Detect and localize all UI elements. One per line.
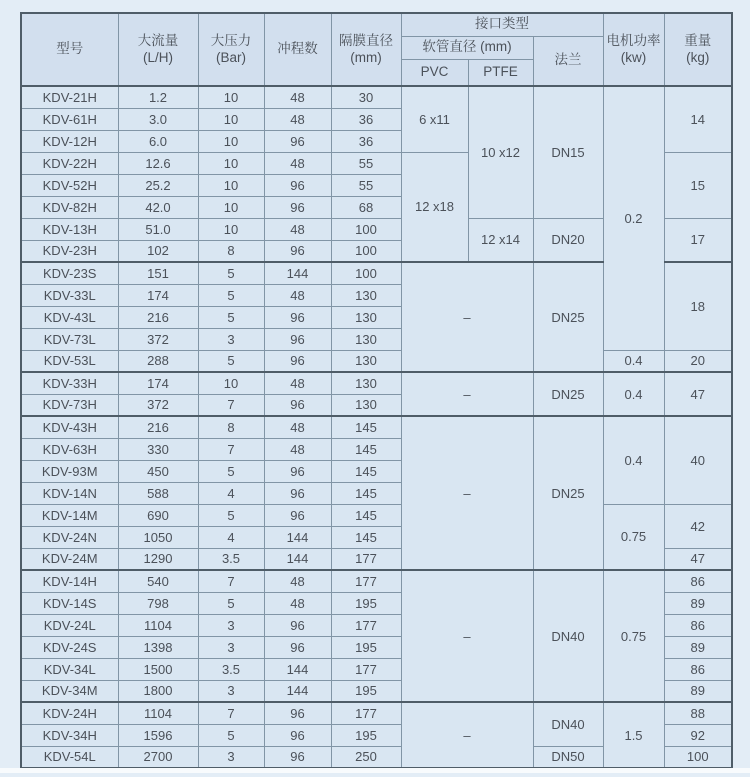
weight-cell: 18 <box>664 262 732 350</box>
col-header-pvc: PVC <box>401 59 468 86</box>
col-header-interface-type: 接口类型 <box>401 13 603 36</box>
table-row <box>21 702 732 724</box>
header-line: 隔膜直径 <box>339 32 393 48</box>
model-cell: KDV-33L <box>21 284 118 306</box>
header-line: (mm) <box>350 49 382 65</box>
flow-cell: 1398 <box>118 636 198 658</box>
diaphragm-cell: 145 <box>331 482 401 504</box>
pressure-cell: 5 <box>198 350 264 372</box>
model-cell: KDV-14S <box>21 592 118 614</box>
diaphragm-cell: 130 <box>331 306 401 328</box>
model-cell: KDV-21H <box>21 86 118 108</box>
col-header-ptfe: PTFE <box>468 59 533 86</box>
strokes-cell: 48 <box>264 108 331 130</box>
flow-cell: 450 <box>118 460 198 482</box>
weight-cell: 88 <box>664 702 732 724</box>
header-line: 重量 <box>684 32 712 48</box>
header-line: 大压力 <box>210 32 252 48</box>
table-row <box>21 350 732 372</box>
weight-cell: 92 <box>664 724 732 746</box>
pressure-cell: 3 <box>198 636 264 658</box>
strokes-cell: 48 <box>264 438 331 460</box>
model-cell: KDV-24N <box>21 526 118 548</box>
power-cell: 0.75 <box>603 570 664 702</box>
flow-cell: 372 <box>118 328 198 350</box>
strokes-cell: 96 <box>264 504 331 526</box>
col-header-motor-power <box>603 13 664 86</box>
flow-cell: 3.0 <box>118 108 198 130</box>
table-row <box>21 372 732 394</box>
strokes-cell: 144 <box>264 526 331 548</box>
strokes-cell: 48 <box>264 284 331 306</box>
flow-cell: 1.2 <box>118 86 198 108</box>
model-cell: KDV-24S <box>21 636 118 658</box>
pressure-cell: 5 <box>198 262 264 284</box>
strokes-cell: 144 <box>264 658 331 680</box>
ptfe-cell: 12 x14 <box>468 218 533 262</box>
diaphragm-cell: 30 <box>331 86 401 108</box>
flow-cell: 588 <box>118 482 198 504</box>
strokes-cell: 48 <box>264 372 331 394</box>
power-cell: 0.4 <box>603 372 664 416</box>
model-cell: KDV-34L <box>21 658 118 680</box>
pressure-cell: 7 <box>198 438 264 460</box>
diaphragm-cell: 177 <box>331 702 401 724</box>
flange-cell: DN20 <box>533 218 603 262</box>
col-header-diaphragm <box>331 13 401 86</box>
pressure-cell: 10 <box>198 86 264 108</box>
flow-cell: 174 <box>118 372 198 394</box>
col-header-weight <box>664 13 732 86</box>
strokes-cell: 96 <box>264 636 331 658</box>
flow-cell: 1596 <box>118 724 198 746</box>
weight-cell: 15 <box>664 152 732 218</box>
flow-cell: 2700 <box>118 746 198 768</box>
spec-table <box>20 12 733 769</box>
pressure-cell: 10 <box>198 174 264 196</box>
diaphragm-cell: 145 <box>331 416 401 438</box>
col-header-flange: 法兰 <box>533 36 603 86</box>
flow-cell: 216 <box>118 416 198 438</box>
pressure-cell: 5 <box>198 284 264 306</box>
model-cell: KDV-73H <box>21 394 118 416</box>
strokes-cell: 96 <box>264 746 331 768</box>
pressure-cell: 5 <box>198 460 264 482</box>
col-header-flow <box>118 13 198 86</box>
pressure-cell: 3.5 <box>198 658 264 680</box>
strokes-cell: 96 <box>264 350 331 372</box>
flow-cell: 372 <box>118 394 198 416</box>
page-bottom-strip <box>0 768 750 773</box>
flow-cell: 51.0 <box>118 218 198 240</box>
flow-cell: 330 <box>118 438 198 460</box>
strokes-cell: 96 <box>264 174 331 196</box>
model-cell: KDV-24M <box>21 548 118 570</box>
weight-cell: 86 <box>664 658 732 680</box>
flange-cell: DN40 <box>533 702 603 746</box>
diaphragm-cell: 177 <box>331 614 401 636</box>
diaphragm-cell: 195 <box>331 636 401 658</box>
flow-cell: 798 <box>118 592 198 614</box>
header-line: (kw) <box>620 49 647 65</box>
weight-cell: 89 <box>664 592 732 614</box>
hose-dash-cell: – <box>401 570 533 702</box>
model-cell: KDV-12H <box>21 130 118 152</box>
pressure-cell: 8 <box>198 240 264 262</box>
flange-cell: DN25 <box>533 262 603 372</box>
col-header-strokes: 冲程数 <box>264 13 331 86</box>
pressure-cell: 7 <box>198 570 264 592</box>
pressure-cell: 10 <box>198 218 264 240</box>
header-line: 电机功率 <box>606 32 661 48</box>
flange-cell: DN50 <box>533 746 603 768</box>
strokes-cell: 96 <box>264 306 331 328</box>
power-cell: 0.75 <box>603 504 664 570</box>
flow-cell: 102 <box>118 240 198 262</box>
diaphragm-cell: 130 <box>331 328 401 350</box>
header-row-1 <box>21 13 732 36</box>
pressure-cell: 3.5 <box>198 548 264 570</box>
header-line: (L/H) <box>143 49 173 65</box>
pressure-cell: 7 <box>198 394 264 416</box>
diaphragm-cell: 100 <box>331 240 401 262</box>
model-cell: KDV-33H <box>21 372 118 394</box>
diaphragm-cell: 195 <box>331 724 401 746</box>
diaphragm-cell: 55 <box>331 174 401 196</box>
power-cell: 0.4 <box>603 350 664 372</box>
model-cell: KDV-93M <box>21 460 118 482</box>
flow-cell: 174 <box>118 284 198 306</box>
model-cell: KDV-23S <box>21 262 118 284</box>
model-cell: KDV-13H <box>21 218 118 240</box>
pressure-cell: 5 <box>198 592 264 614</box>
weight-cell: 42 <box>664 504 732 548</box>
pvc-cell: 12 x18 <box>401 152 468 262</box>
strokes-cell: 48 <box>264 592 331 614</box>
weight-cell: 20 <box>664 350 732 372</box>
model-cell: KDV-22H <box>21 152 118 174</box>
diaphragm-cell: 130 <box>331 394 401 416</box>
weight-cell: 17 <box>664 218 732 262</box>
diaphragm-cell: 250 <box>331 746 401 768</box>
power-cell: 0.2 <box>603 86 664 350</box>
model-cell: KDV-14H <box>21 570 118 592</box>
pvc-cell: 6 x11 <box>401 86 468 152</box>
strokes-cell: 96 <box>264 724 331 746</box>
weight-cell: 86 <box>664 570 732 592</box>
strokes-cell: 144 <box>264 262 331 284</box>
strokes-cell: 144 <box>264 548 331 570</box>
pressure-cell: 3 <box>198 746 264 768</box>
flow-cell: 690 <box>118 504 198 526</box>
flow-cell: 1500 <box>118 658 198 680</box>
table-row <box>21 416 732 438</box>
flange-cell: DN40 <box>533 570 603 702</box>
model-cell: KDV-14M <box>21 504 118 526</box>
strokes-cell: 96 <box>264 240 331 262</box>
weight-cell: 47 <box>664 372 732 416</box>
model-cell: KDV-43L <box>21 306 118 328</box>
diaphragm-cell: 130 <box>331 350 401 372</box>
flange-cell: DN25 <box>533 416 603 570</box>
pressure-cell: 3 <box>198 614 264 636</box>
diaphragm-cell: 100 <box>331 262 401 284</box>
strokes-cell: 48 <box>264 86 331 108</box>
diaphragm-cell: 68 <box>331 196 401 218</box>
diaphragm-cell: 100 <box>331 218 401 240</box>
diaphragm-cell: 36 <box>331 130 401 152</box>
header-line: (Bar) <box>216 49 246 65</box>
model-cell: KDV-52H <box>21 174 118 196</box>
model-cell: KDV-43H <box>21 416 118 438</box>
pressure-cell: 4 <box>198 482 264 504</box>
flow-cell: 216 <box>118 306 198 328</box>
hose-dash-cell: – <box>401 262 533 372</box>
pressure-cell: 7 <box>198 702 264 724</box>
model-cell: KDV-24H <box>21 702 118 724</box>
table-row <box>21 504 732 526</box>
pressure-cell: 3 <box>198 680 264 702</box>
header-line: 大流量 <box>137 32 179 48</box>
pressure-cell: 5 <box>198 306 264 328</box>
flow-cell: 151 <box>118 262 198 284</box>
model-cell: KDV-82H <box>21 196 118 218</box>
weight-cell: 89 <box>664 680 732 702</box>
flow-cell: 1050 <box>118 526 198 548</box>
model-cell: KDV-34H <box>21 724 118 746</box>
flow-cell: 6.0 <box>118 130 198 152</box>
strokes-cell: 96 <box>264 394 331 416</box>
model-cell: KDV-53L <box>21 350 118 372</box>
diaphragm-cell: 145 <box>331 460 401 482</box>
flow-cell: 1104 <box>118 614 198 636</box>
diaphragm-cell: 36 <box>331 108 401 130</box>
flow-cell: 288 <box>118 350 198 372</box>
model-cell: KDV-24L <box>21 614 118 636</box>
strokes-cell: 96 <box>264 328 331 350</box>
diaphragm-cell: 145 <box>331 438 401 460</box>
pressure-cell: 5 <box>198 504 264 526</box>
diaphragm-cell: 130 <box>331 284 401 306</box>
model-cell: KDV-23H <box>21 240 118 262</box>
diaphragm-cell: 195 <box>331 680 401 702</box>
strokes-cell: 144 <box>264 680 331 702</box>
diaphragm-cell: 130 <box>331 372 401 394</box>
weight-cell: 40 <box>664 416 732 504</box>
pressure-cell: 10 <box>198 196 264 218</box>
hose-dash-cell: – <box>401 372 533 416</box>
ptfe-cell: 10 x12 <box>468 86 533 218</box>
weight-cell: 86 <box>664 614 732 636</box>
strokes-cell: 48 <box>264 152 331 174</box>
strokes-cell: 96 <box>264 482 331 504</box>
power-cell: 0.4 <box>603 416 664 504</box>
strokes-cell: 96 <box>264 702 331 724</box>
col-header-hose-diameter: 软管直径 (mm) <box>401 36 533 59</box>
diaphragm-cell: 145 <box>331 504 401 526</box>
strokes-cell: 48 <box>264 570 331 592</box>
model-cell: KDV-54L <box>21 746 118 768</box>
flow-cell: 1104 <box>118 702 198 724</box>
weight-cell: 100 <box>664 746 732 768</box>
strokes-cell: 96 <box>264 196 331 218</box>
table-row <box>21 570 732 592</box>
weight-cell: 89 <box>664 636 732 658</box>
flow-cell: 12.6 <box>118 152 198 174</box>
strokes-cell: 96 <box>264 460 331 482</box>
diaphragm-cell: 195 <box>331 592 401 614</box>
pressure-cell: 5 <box>198 724 264 746</box>
flow-cell: 42.0 <box>118 196 198 218</box>
pressure-cell: 10 <box>198 372 264 394</box>
flange-cell: DN15 <box>533 86 603 218</box>
pressure-cell: 8 <box>198 416 264 438</box>
flow-cell: 25.2 <box>118 174 198 196</box>
diaphragm-cell: 177 <box>331 570 401 592</box>
pressure-cell: 10 <box>198 108 264 130</box>
strokes-cell: 48 <box>264 218 331 240</box>
diaphragm-cell: 177 <box>331 548 401 570</box>
weight-cell: 47 <box>664 548 732 570</box>
flow-cell: 1800 <box>118 680 198 702</box>
table-row <box>21 86 732 108</box>
diaphragm-cell: 55 <box>331 152 401 174</box>
strokes-cell: 48 <box>264 416 331 438</box>
hose-dash-cell: – <box>401 702 533 768</box>
model-cell: KDV-73L <box>21 328 118 350</box>
model-cell: KDV-63H <box>21 438 118 460</box>
model-cell: KDV-61H <box>21 108 118 130</box>
pressure-cell: 3 <box>198 328 264 350</box>
diaphragm-cell: 145 <box>331 526 401 548</box>
pressure-cell: 4 <box>198 526 264 548</box>
strokes-cell: 96 <box>264 130 331 152</box>
header-line: (kg) <box>686 49 710 65</box>
col-header-model: 型号 <box>21 13 118 86</box>
pressure-cell: 10 <box>198 130 264 152</box>
power-cell: 1.5 <box>603 702 664 768</box>
model-cell: KDV-34M <box>21 680 118 702</box>
flow-cell: 1290 <box>118 548 198 570</box>
weight-cell: 14 <box>664 86 732 152</box>
hose-dash-cell: – <box>401 416 533 570</box>
pressure-cell: 10 <box>198 152 264 174</box>
flange-cell: DN25 <box>533 372 603 416</box>
strokes-cell: 96 <box>264 614 331 636</box>
diaphragm-cell: 177 <box>331 658 401 680</box>
model-cell: KDV-14N <box>21 482 118 504</box>
flow-cell: 540 <box>118 570 198 592</box>
col-header-pressure <box>198 13 264 86</box>
